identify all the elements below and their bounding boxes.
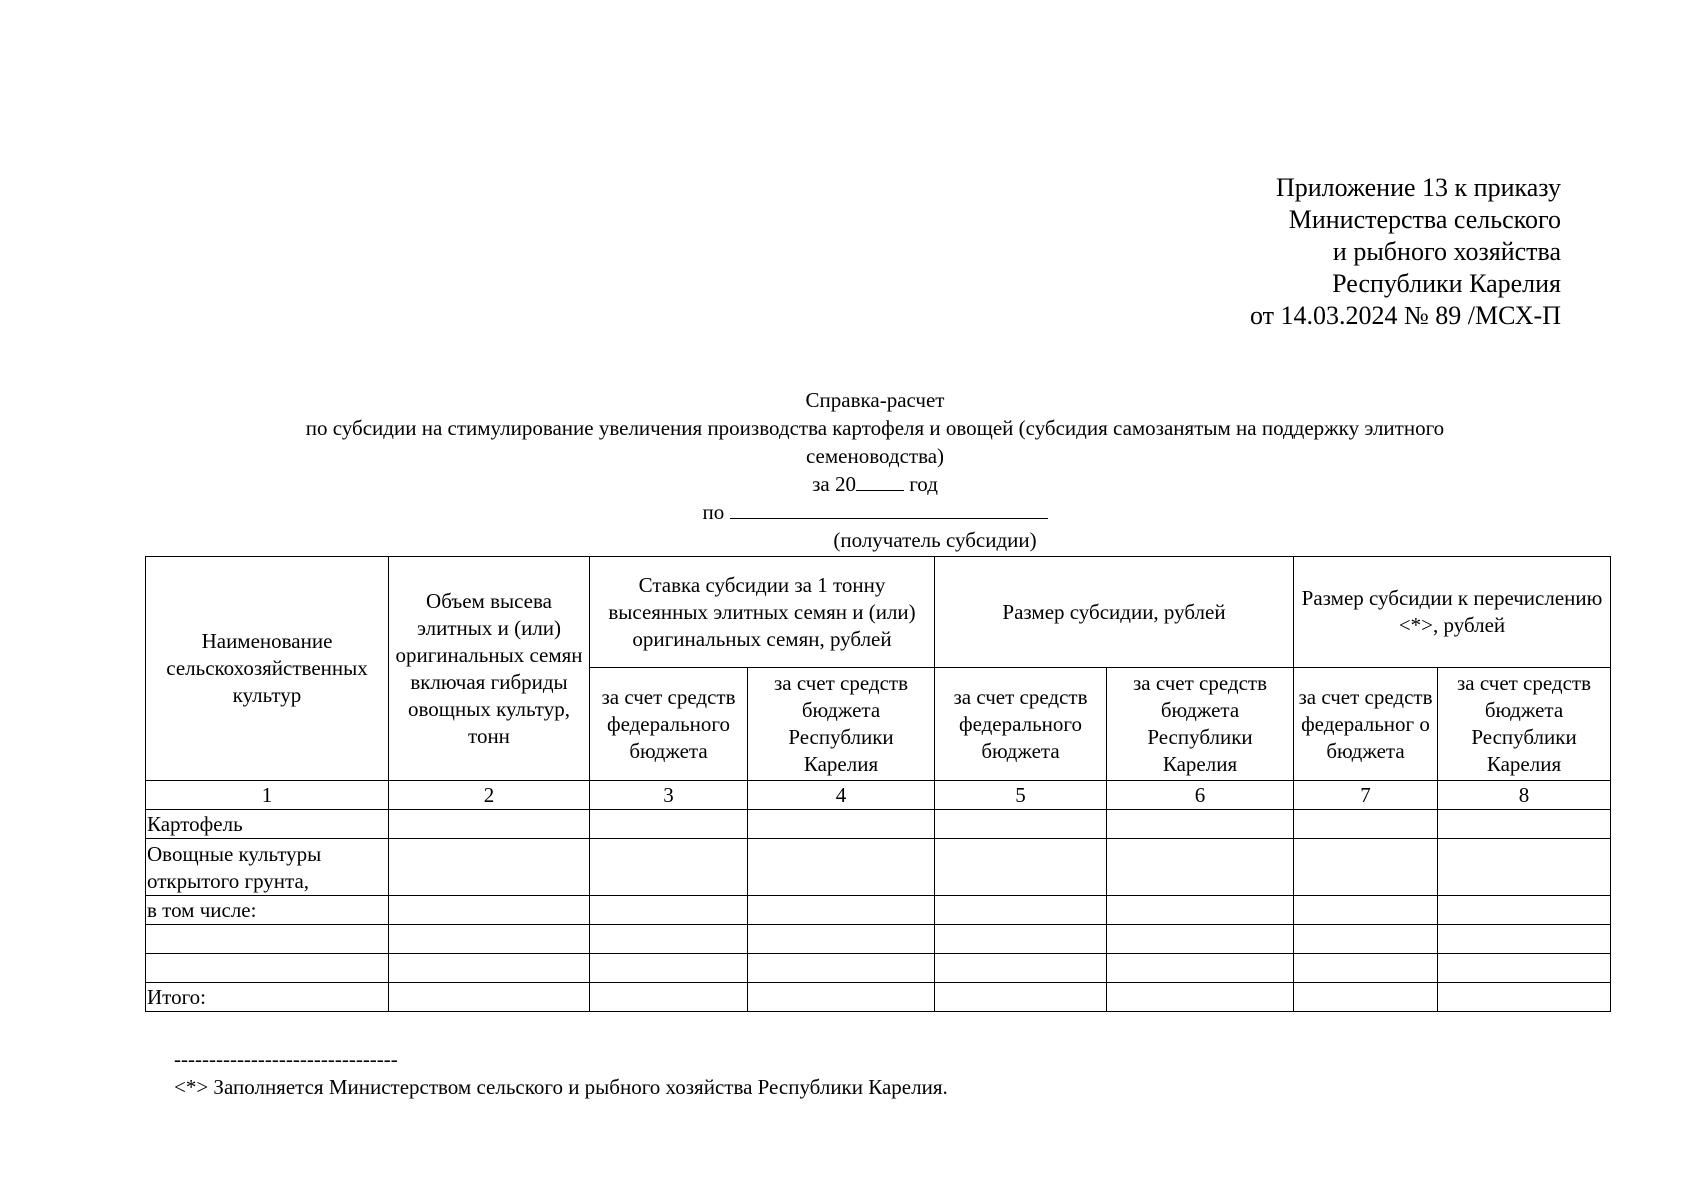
document-description-continued: семеноводства) — [805, 444, 945, 468]
column-number: 1 — [146, 781, 389, 810]
column-number: 3 — [590, 781, 748, 810]
table-cell[interactable] — [935, 839, 1107, 896]
table-cell[interactable] — [389, 954, 590, 983]
recipient-line — [200, 498, 1550, 526]
table-cell[interactable] — [748, 896, 935, 925]
table-cell[interactable] — [748, 925, 935, 954]
header-crop-name: Наименование сельскохозяйственных культур — [146, 557, 389, 781]
table-row-open-field-vegetables — [146, 839, 1611, 896]
table-cell[interactable] — [590, 896, 748, 925]
row-crop-name: Итого: — [146, 983, 389, 1012]
table-cell[interactable] — [1107, 810, 1294, 839]
column-number-row — [146, 781, 1611, 810]
appendix-line: Министерства сельского — [1288, 205, 1561, 234]
header-transfer-federal: за счет средств федеральног о бюджета — [1294, 668, 1438, 781]
subsidy-calculation-table — [145, 556, 1611, 1012]
header-size-federal: за счет средств федерального бюджета — [935, 668, 1107, 781]
table-header-row — [146, 557, 1611, 668]
recipient-blank[interactable] — [730, 498, 1048, 519]
header-rate-regional: за счет средств бюджета Республики Карелия — [748, 668, 935, 781]
year-prefix: за 20 — [812, 472, 856, 496]
table-cell[interactable] — [1294, 983, 1438, 1012]
table-cell[interactable] — [1294, 925, 1438, 954]
table-cell[interactable] — [389, 839, 590, 896]
table-cell[interactable] — [1294, 954, 1438, 983]
table-cell[interactable] — [1294, 810, 1438, 839]
table-cell[interactable] — [1438, 983, 1611, 1012]
footnote-separator: -------------------------------- — [174, 1047, 398, 1071]
footnote — [174, 1045, 948, 1101]
table-cell[interactable] — [748, 839, 935, 896]
appendix-line: Приложение 13 к приказу — [1275, 173, 1561, 202]
year-line — [200, 470, 1550, 498]
row-crop-name[interactable] — [146, 925, 389, 954]
header-transfer-regional: за счет средств бюджета Республики Карелия — [1438, 668, 1611, 781]
header-sowing-volume: Объем высева элитных и (или) оригинальных семян включая гибриды овощных культур, тонн — [389, 557, 590, 781]
table-cell[interactable] — [748, 810, 935, 839]
table-cell[interactable] — [389, 896, 590, 925]
table-cell[interactable] — [1438, 925, 1611, 954]
table-cell[interactable] — [389, 810, 590, 839]
table-cell[interactable] — [590, 810, 748, 839]
column-number: 5 — [935, 781, 1107, 810]
table-cell[interactable] — [590, 954, 748, 983]
table-cell[interactable] — [1438, 896, 1611, 925]
table-cell[interactable] — [1107, 925, 1294, 954]
table-row-potato — [146, 810, 1611, 839]
appendix-reference — [1250, 172, 1561, 332]
row-crop-name: Овощные культуры открытого грунта, — [146, 839, 389, 896]
document-title: Справка-расчет — [805, 388, 945, 412]
table-cell[interactable] — [935, 810, 1107, 839]
column-number: 8 — [1438, 781, 1611, 810]
table-cell[interactable] — [1294, 896, 1438, 925]
column-number: 6 — [1107, 781, 1294, 810]
table-cell[interactable] — [1107, 839, 1294, 896]
column-number: 2 — [389, 781, 590, 810]
row-crop-name: в том числе: — [146, 896, 389, 925]
table-cell[interactable] — [1438, 954, 1611, 983]
table-cell[interactable] — [1294, 839, 1438, 896]
recipient-prefix: по — [702, 500, 730, 524]
table-cell[interactable] — [590, 839, 748, 896]
table-cell[interactable] — [1107, 983, 1294, 1012]
row-crop-name[interactable] — [146, 954, 389, 983]
table-cell[interactable] — [590, 925, 748, 954]
table-cell[interactable] — [590, 983, 748, 1012]
appendix-line: от 14.03.2024 № 89 /МСХ-П — [1249, 301, 1561, 330]
header-size-regional: за счет средств бюджета Республики Карелия — [1107, 668, 1294, 781]
appendix-line: и рыбного хозяйства — [1332, 237, 1561, 266]
header-subsidy-transfer: Размер субсидии к перечислению <*>, рублей — [1294, 557, 1611, 668]
table-cell[interactable] — [935, 896, 1107, 925]
table-row-including — [146, 896, 1611, 925]
year-blank[interactable] — [856, 470, 904, 491]
table-cell[interactable] — [748, 983, 935, 1012]
table-row-total — [146, 983, 1611, 1012]
column-number: 4 — [748, 781, 935, 810]
row-crop-name: Картофель — [146, 810, 389, 839]
table-cell[interactable] — [935, 983, 1107, 1012]
column-number: 7 — [1294, 781, 1438, 810]
table-row-empty — [146, 954, 1611, 983]
table-row-empty — [146, 925, 1611, 954]
table-cell[interactable] — [389, 983, 590, 1012]
footnote-text: <*> Заполняется Министерством сельского и рыбного хозяйства Республики Карелия. — [174, 1075, 948, 1099]
table-cell[interactable] — [935, 954, 1107, 983]
header-subsidy-rate: Ставка субсидии за 1 тонну высеянных элитных семян и (или) оригинальных семян, рублей — [590, 557, 935, 668]
table-cell[interactable] — [935, 925, 1107, 954]
recipient-caption: (получатель субсидии) — [833, 528, 1037, 552]
document-heading — [200, 386, 1550, 554]
year-suffix: год — [903, 472, 938, 496]
document-description: по субсидии на стимулирование увеличения производства картофеля и овощей (субсидия самозанятым на поддержку элитного — [305, 416, 1445, 440]
header-rate-federal: за счет средств федерального бюджета — [590, 668, 748, 781]
appendix-line: Республики Карелия — [1332, 269, 1561, 298]
table-cell[interactable] — [748, 954, 935, 983]
table-cell[interactable] — [1438, 810, 1611, 839]
table-cell[interactable] — [1107, 954, 1294, 983]
header-subsidy-size: Размер субсидии, рублей — [935, 557, 1294, 668]
table-cell[interactable] — [1438, 839, 1611, 896]
table-cell[interactable] — [1107, 896, 1294, 925]
table-cell[interactable] — [389, 925, 590, 954]
